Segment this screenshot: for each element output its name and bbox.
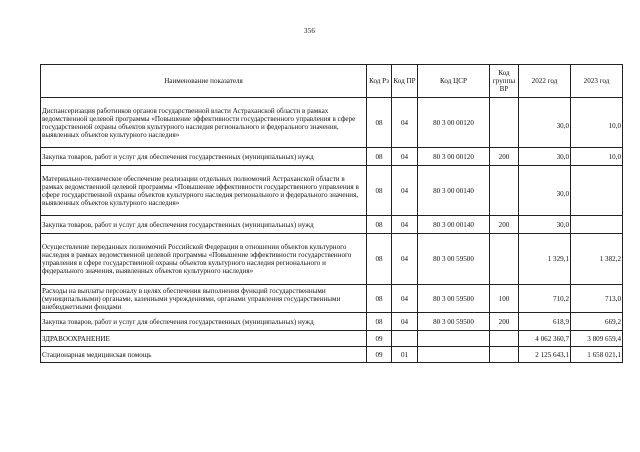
row-csr (418, 331, 490, 347)
row-2023: 1 658 021,1 (571, 347, 623, 363)
row-vr: 200 (490, 313, 519, 331)
row-csr: 80 3 00 00140 (418, 166, 490, 216)
header-vr: Код группы ВР (490, 65, 519, 98)
table-row (41, 313, 623, 331)
row-vr (490, 347, 519, 363)
row-2022: 30,0 (519, 166, 571, 216)
row-2022: 4 062 360,7 (519, 331, 571, 347)
row-pr (392, 331, 418, 347)
row-rz: 08 (367, 216, 392, 234)
header-pr: Код ПР (392, 65, 418, 98)
table-row (41, 331, 623, 347)
header-csr: Код ЦСР (418, 65, 490, 98)
budget-table (40, 64, 623, 363)
row-name: Расходы на выплаты персоналу в целях обеспечения выполнения функций государственными (муниципальными) органами, казенными учреждениями, органами управления государственными внебюджетными фондами (41, 285, 367, 313)
row-csr: 80 3 00 00140 (418, 216, 490, 234)
row-pr: 04 (392, 166, 418, 216)
row-csr (418, 347, 490, 363)
row-rz: 09 (367, 331, 392, 347)
row-csr: 80 3 00 59500 (418, 313, 490, 331)
row-2022: 30,0 (519, 148, 571, 166)
row-pr: 04 (392, 98, 418, 148)
row-csr: 80 3 00 00120 (418, 98, 490, 148)
header-2023: 2023 год (571, 65, 623, 98)
table-row (41, 216, 623, 234)
row-2022: 1 329,1 (519, 234, 571, 285)
row-2023: 713,0 (571, 285, 623, 313)
row-vr (490, 98, 519, 148)
table-row (41, 285, 623, 313)
table-row (41, 166, 623, 216)
row-vr (490, 331, 519, 347)
row-rz: 08 (367, 166, 392, 216)
row-name: ЗДРАВООХРАНЕНИЕ (41, 331, 367, 347)
row-2022: 710,2 (519, 285, 571, 313)
row-name: Закупка товаров, работ и услуг для обеспечения государственных (муниципальных) нужд (41, 313, 367, 331)
row-vr: 200 (490, 216, 519, 234)
row-rz: 09 (367, 347, 392, 363)
row-2023: 3 809 659,4 (571, 331, 623, 347)
row-vr: 100 (490, 285, 519, 313)
row-2023: 10,0 (571, 148, 623, 166)
row-rz: 08 (367, 234, 392, 285)
row-2023 (571, 166, 623, 216)
row-pr: 04 (392, 148, 418, 166)
row-pr: 04 (392, 285, 418, 313)
row-csr: 80 3 00 59500 (418, 234, 490, 285)
header-2022: 2022 год (519, 65, 571, 98)
row-name: Закупка товаров, работ и услуг для обеспечения государственных (муниципальных) нужд (41, 216, 367, 234)
row-rz: 08 (367, 98, 392, 148)
row-rz: 08 (367, 148, 392, 166)
row-pr: 04 (392, 234, 418, 285)
table-row (41, 148, 623, 166)
row-name: Материально-техническое обеспечение реализации отдельных полномочий Астраханской области в рамках ведомственной целевой программы «Повышение эффективности государственного управления в сфере государственной охраны объектов культурного наследия регионального и федерального значения, выявленных объектов культурного наследия» (41, 166, 367, 216)
row-2022: 30,0 (519, 98, 571, 148)
row-vr: 200 (490, 148, 519, 166)
header-name: Наименование показателя (41, 65, 367, 98)
header-rz: Код Рз (367, 65, 392, 98)
row-2023 (571, 216, 623, 234)
row-name: Диспансеризация работников органов государственной власти Астраханской области в рамках ведомственной целевой программы «Повышение эффективности государственного управления в сфере государственной охраны объектов культурного наследия регионального и федерального значения, выявленных объектов культурного наследия» (41, 98, 367, 148)
row-pr: 04 (392, 216, 418, 234)
table-row (41, 347, 623, 363)
table-row (41, 98, 623, 148)
row-rz: 08 (367, 285, 392, 313)
row-2023: 1 382,2 (571, 234, 623, 285)
row-csr: 80 3 00 59500 (418, 285, 490, 313)
row-csr: 80 3 00 00120 (418, 148, 490, 166)
row-2022: 2 125 643,1 (519, 347, 571, 363)
table-row (41, 234, 623, 285)
row-pr: 01 (392, 347, 418, 363)
row-name: Осуществление переданных полномочий Российской Федерации в отношении объектов культурного наследия в рамках ведомственной целевой программы «Повышение эффективности государственного управления в сфере государственной охраны объектов культурного наследия регионального и федерального значения, выявленных объектов культурного наследия» (41, 234, 367, 285)
row-name: Стационарная медицинская помощь (41, 347, 367, 363)
row-name: Закупка товаров, работ и услуг для обеспечения государственных (муниципальных) нужд (41, 148, 367, 166)
row-pr: 04 (392, 313, 418, 331)
row-vr (490, 234, 519, 285)
row-2022: 30,0 (519, 216, 571, 234)
row-2022: 618,9 (519, 313, 571, 331)
row-2023: 10,0 (571, 98, 623, 148)
row-vr (490, 166, 519, 216)
row-rz: 08 (367, 313, 392, 331)
page-number: 356 (304, 27, 316, 35)
row-2023: 669,2 (571, 313, 623, 331)
header-row (41, 65, 623, 98)
